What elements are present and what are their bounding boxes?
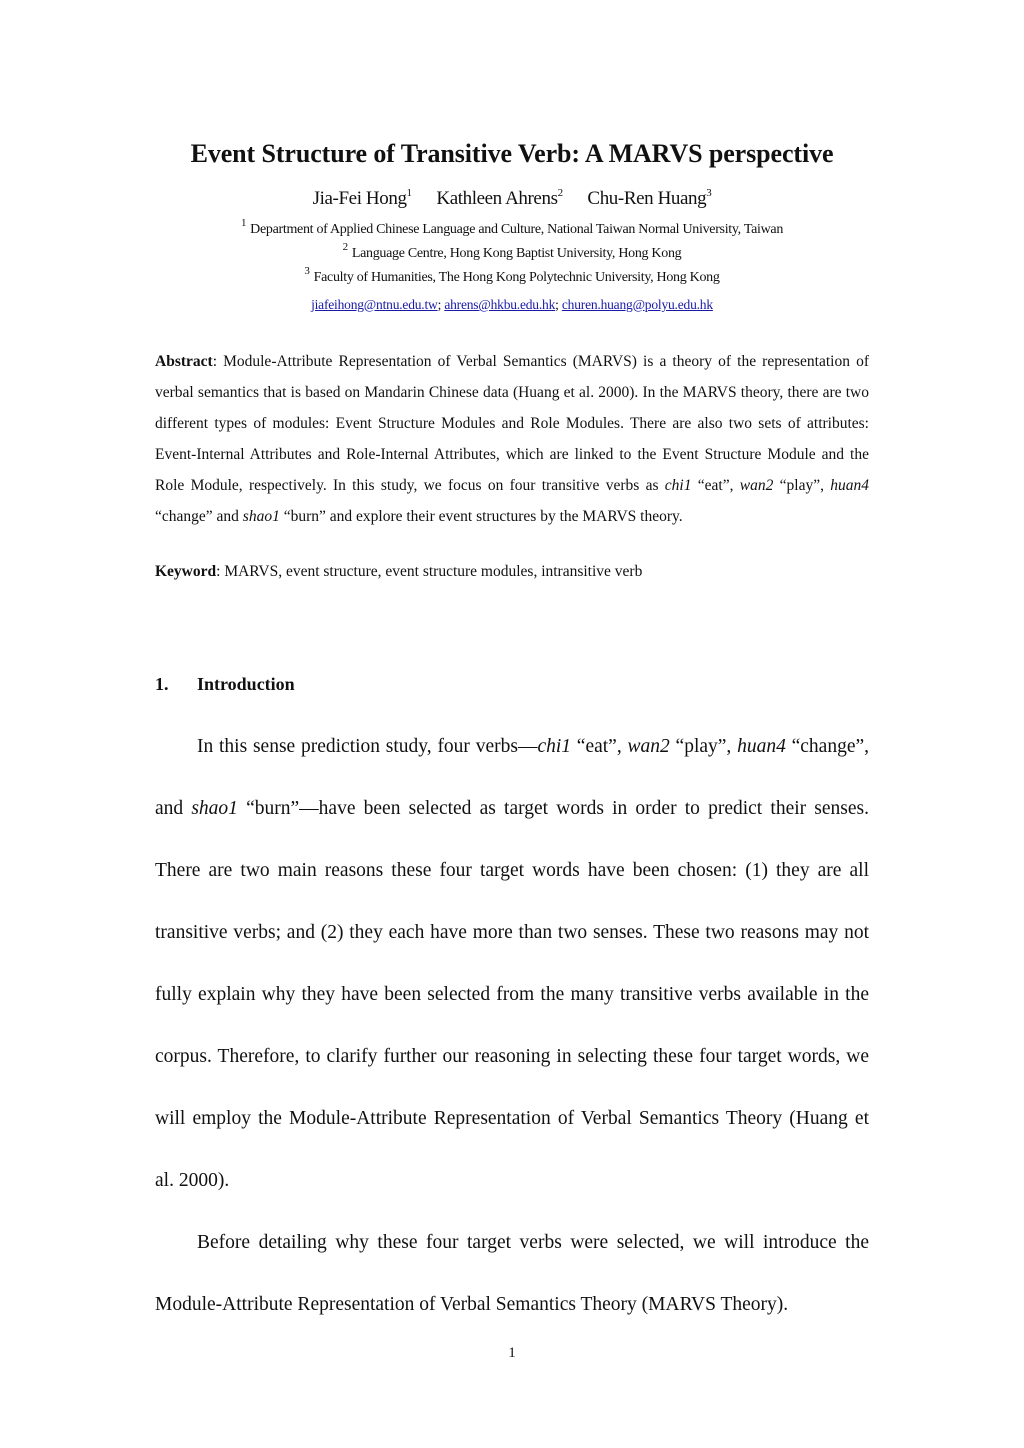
verb-term: shao1 — [242, 508, 280, 525]
author-name: Kathleen Ahrens — [436, 188, 558, 209]
email-link-2[interactable]: ahrens@hkbu.edu.hk — [444, 297, 556, 312]
verb-term: shao1 — [191, 798, 238, 819]
keyword-text: : MARVS, event structure, event structure modules, intransitive verb — [216, 563, 643, 580]
verb-term: chi1 — [664, 477, 692, 494]
author-list — [0, 188, 1024, 210]
keyword-label: Keyword — [155, 563, 217, 580]
email-list — [0, 297, 1024, 313]
affiliation-3 — [0, 265, 1024, 286]
affiliation-2 — [0, 241, 1024, 262]
author-mark: 3 — [706, 187, 712, 199]
abstract-text: “burn” and explore their event structures by the MARVS theory. — [279, 508, 683, 525]
author-mark: 2 — [557, 187, 563, 199]
page-number: 1 — [508, 1345, 516, 1361]
affiliation-text: Language Centre, Hong Kong Baptist University, Hong Kong — [351, 246, 682, 261]
section-title: Introduction — [197, 674, 295, 694]
author-name: Jia-Fei Hong — [312, 188, 407, 209]
paragraph-text: “burn”—have been selected as target words in order to predict their senses. There are two main reasons these four target words have been chosen: (1) they are all transitive verbs; and (2) they each have more than two senses. These two reasons may not fully explain why they have been selected from the many transitive verbs available in the corpus. Therefore, to clarify further our reasoning in selecting these four target words, we will employ the Module-Attribute Representation of Verbal Semantics Theory (Huang et al. 2000). — [155, 798, 870, 1191]
section-number: 1. — [155, 674, 169, 694]
email-link-1[interactable]: jiafeihong@ntnu.edu.tw — [311, 297, 438, 312]
affiliation-text: Department of Applied Chinese Language and Culture, National Taiwan Normal University, Taiwan — [250, 222, 784, 237]
gloss: “play”, — [773, 477, 831, 494]
intro-paragraph-1 — [155, 716, 869, 1212]
affiliation-1 — [0, 217, 1024, 238]
paragraph-text: In this sense prediction study, four verbs— — [197, 736, 538, 757]
gloss: “change”, and — [155, 736, 870, 819]
affiliation-mark: 1 — [240, 217, 247, 229]
keywords — [155, 563, 869, 581]
affiliation-mark: 3 — [304, 265, 310, 277]
author-1 — [313, 188, 412, 209]
section-heading — [155, 674, 295, 695]
email-link-3[interactable]: churen.huang@polyu.edu.hk — [561, 297, 713, 312]
affiliation-mark: 2 — [342, 241, 348, 253]
abstract-text: : Module-Attribute Representation of Verbal Semantics (MARVS) is a theory of the representation of verbal semantics that is based on Mandarin Chinese data (Huang et al. 2000). In the MARVS theory, there are two different types of modules: Event Structure Modules and Role Modules. There are also two sets of attributes: Event-Internal Attributes and Role-Internal Attributes, which are linked to the Event Structure Module and the Role Module, respectively. In this study, we focus on four transitive verbs as — [155, 353, 869, 494]
gloss: “eat”, — [571, 736, 628, 757]
email-separator: ; — [437, 297, 445, 312]
author-name: Chu-Ren Huang — [587, 188, 707, 209]
verb-term: huan4 — [830, 477, 869, 494]
gloss: “change” and — [155, 508, 243, 525]
author-3 — [587, 188, 711, 209]
verb-term: wan2 — [739, 477, 774, 494]
affiliation-text: Faculty of Humanities, The Hong Kong Polytechnic University, Hong Kong — [313, 270, 720, 285]
verb-term: chi1 — [537, 736, 572, 757]
gloss: “eat”, — [691, 477, 740, 494]
author-mark: 1 — [406, 187, 412, 199]
author-2 — [436, 188, 562, 209]
paper-title: Event Structure of Transitive Verb: A MARVS perspective — [190, 139, 834, 168]
email-separator: ; — [555, 297, 562, 312]
abstract-label: Abstract — [155, 353, 213, 370]
gloss: “play”, — [669, 736, 738, 757]
intro-paragraph-2: Before detailing why these four target verbs were selected, we will introduce the Module-Attribute Representation of Verbal Semantics Theory (MARVS Theory). — [155, 1232, 869, 1315]
abstract — [155, 346, 869, 532]
verb-term: huan4 — [737, 736, 786, 757]
verb-term: wan2 — [627, 736, 670, 757]
